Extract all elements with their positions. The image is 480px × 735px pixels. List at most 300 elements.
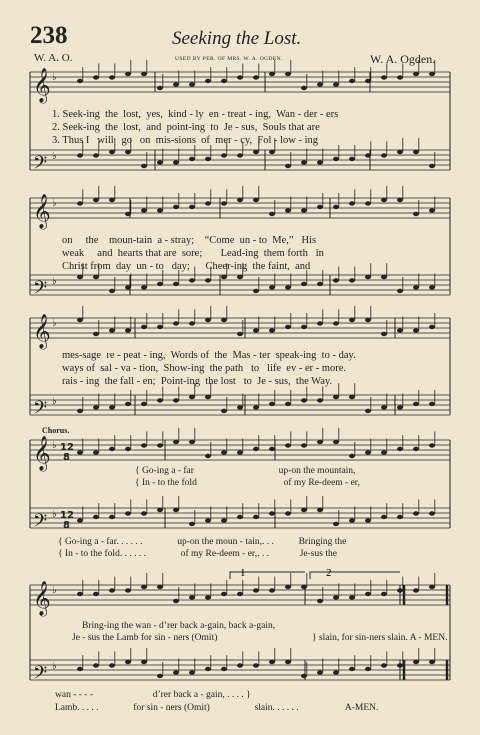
syllable: on <box>62 235 73 246</box>
notehead <box>317 508 323 512</box>
notehead <box>205 454 211 458</box>
notehead <box>157 398 163 402</box>
notehead <box>365 318 371 322</box>
notehead <box>141 660 147 664</box>
notehead <box>141 72 147 76</box>
syllable: the path <box>209 363 244 374</box>
notehead <box>205 157 211 161</box>
syllable: for <box>133 703 145 713</box>
notehead <box>125 285 131 289</box>
notehead <box>381 515 387 519</box>
notehead <box>109 447 115 451</box>
notehead <box>125 150 131 154</box>
music-credit: W. A. Ogden. <box>370 52 436 66</box>
syllable: un - to <box>136 261 164 272</box>
syllable: Words of <box>170 350 210 361</box>
notehead <box>109 75 115 79</box>
notehead <box>269 511 275 515</box>
notehead <box>253 198 259 202</box>
syllable: slain, for sin-ners slain. <box>318 633 408 643</box>
notehead <box>301 508 307 512</box>
syllable: up-on the moun - tain,. . . <box>177 537 274 547</box>
svg-text:12: 12 <box>60 442 74 453</box>
notehead <box>301 674 307 678</box>
notehead <box>285 164 291 168</box>
svg-text:𝄢: 𝄢 <box>33 511 48 536</box>
syllable: and <box>146 122 162 133</box>
notehead <box>397 328 403 332</box>
permission-note: USED BY PER. OF MRS. W. A. OGDEN. <box>175 56 283 62</box>
notehead <box>237 405 243 409</box>
notehead <box>237 450 243 454</box>
notehead <box>285 660 291 664</box>
notehead <box>221 275 227 279</box>
syllable: rais - ing <box>62 376 100 387</box>
notehead <box>173 205 179 209</box>
notehead <box>413 328 419 332</box>
notehead <box>77 79 83 83</box>
notehead <box>429 72 435 76</box>
notehead <box>317 282 323 286</box>
notehead <box>349 395 355 399</box>
syllable: yes, <box>146 109 163 120</box>
notehead <box>413 150 419 154</box>
notehead <box>349 667 355 671</box>
syllable: en - treat - ing, <box>208 109 272 120</box>
notehead <box>365 153 371 157</box>
svg-text:♭: ♭ <box>52 509 57 520</box>
notehead <box>397 588 403 592</box>
notehead <box>269 212 275 216</box>
notehead <box>269 150 275 154</box>
notehead <box>205 667 211 671</box>
notehead <box>317 160 323 164</box>
chorus-lower-line-1: { Go-ing a - far. . . . . . up-on the moun - tain,. . . Bringing the <box>58 537 347 547</box>
notehead <box>157 508 163 512</box>
notehead <box>93 592 99 596</box>
verse-2-line-1 <box>52 122 320 133</box>
notehead <box>397 515 403 519</box>
syllable: kind - ly <box>168 109 204 120</box>
syllable: them forth <box>263 248 308 259</box>
svg-text:♭: ♭ <box>52 72 57 83</box>
verse-2-line-3 <box>62 363 346 374</box>
notehead <box>109 663 115 667</box>
svg-text:𝄞: 𝄞 <box>33 581 51 616</box>
svg-text:♭: ♭ <box>52 151 57 162</box>
syllable: of my Re-deem - er,. . . <box>180 549 269 559</box>
syllable: Bringing the <box>298 537 347 547</box>
notehead <box>125 212 131 216</box>
notehead <box>333 82 339 86</box>
notehead <box>189 321 195 325</box>
notehead <box>413 402 419 406</box>
notehead <box>205 201 211 205</box>
notehead <box>173 599 179 603</box>
notehead <box>269 285 275 289</box>
notehead <box>397 150 403 154</box>
notehead <box>109 328 115 332</box>
notehead <box>413 285 419 289</box>
notehead <box>189 278 195 282</box>
svg-text:♭: ♭ <box>52 440 57 451</box>
notehead <box>429 285 435 289</box>
syllable: mis-sions <box>155 135 196 146</box>
notehead <box>333 440 339 444</box>
notehead <box>189 522 195 526</box>
notehead <box>253 588 259 592</box>
syllable: of <box>201 135 210 146</box>
verse-3-line-3 <box>62 376 332 387</box>
notehead <box>285 325 291 329</box>
notehead <box>365 409 371 413</box>
notehead <box>381 332 387 336</box>
notehead <box>285 72 291 76</box>
syllable: to <box>250 363 260 374</box>
syllable: His <box>301 235 317 246</box>
syllable: speak-ing <box>275 350 317 361</box>
hymn-number: 238 <box>30 22 68 49</box>
notehead <box>141 443 147 447</box>
notehead <box>333 595 339 599</box>
notehead <box>301 443 307 447</box>
syllable: A-MEN. <box>344 703 379 713</box>
syllable: Wan - der - ers <box>276 109 339 120</box>
syllable: the fall - en; <box>104 376 156 387</box>
syllable: a - stray; <box>157 235 195 246</box>
notehead <box>157 585 163 589</box>
notehead <box>221 153 227 157</box>
notehead <box>285 585 291 589</box>
final-upper-ending-2: } slain, for sin-ners slain. A - MEN. <box>312 633 448 643</box>
syllable: 3. Thus I <box>52 135 90 146</box>
syllable: Point-ing <box>160 376 200 387</box>
syllable: go <box>121 135 133 146</box>
svg-text:♭: ♭ <box>52 318 57 329</box>
verse-1-line-3 <box>62 350 356 361</box>
syllable: un - to <box>239 235 268 246</box>
verse-1-line-1 <box>52 109 338 120</box>
syllable: to <box>210 122 219 133</box>
notehead <box>93 198 99 202</box>
notehead <box>237 75 243 79</box>
notehead <box>349 278 355 282</box>
notehead <box>397 289 403 293</box>
notehead <box>93 405 99 409</box>
notehead <box>429 443 435 447</box>
notehead <box>77 201 83 205</box>
chorus-upper-line-2: { In - to the fold of my Re-deem - er, <box>135 478 360 488</box>
notehead <box>221 592 227 596</box>
syllable: and <box>97 248 113 259</box>
syllable: sore; <box>181 248 203 259</box>
notehead <box>285 402 291 406</box>
notehead <box>413 72 419 76</box>
ending-2-number: 2 <box>326 567 332 579</box>
notehead <box>109 198 115 202</box>
notehead <box>365 592 371 596</box>
syllable: wan - - - - <box>55 690 93 700</box>
notehead <box>141 285 147 289</box>
notehead <box>205 595 211 599</box>
notehead <box>77 450 83 454</box>
notehead <box>365 518 371 522</box>
syllable: moun-tain <box>108 235 153 246</box>
syllable: 2. Seek-ing <box>52 122 100 133</box>
syllable: ways of <box>62 363 95 374</box>
notehead <box>381 153 387 157</box>
notehead <box>381 275 387 279</box>
notehead <box>333 522 339 526</box>
notehead <box>189 440 195 444</box>
notehead <box>365 79 371 83</box>
syllable: In - to the fold <box>141 478 197 488</box>
notehead <box>269 328 275 332</box>
notehead <box>93 153 99 157</box>
notehead <box>237 663 243 667</box>
notehead <box>157 160 163 164</box>
svg-text:♭: ♭ <box>52 585 57 596</box>
syllable: Je-sus the <box>299 549 337 559</box>
notehead <box>333 670 339 674</box>
notehead <box>157 86 163 90</box>
chorus-lower-line-2: { In - to the fold. . . . . . of my Re-deem - er,. . . Je-sus the <box>58 549 337 559</box>
svg-text:♭: ♭ <box>52 198 57 209</box>
ending-1-number: 1 <box>240 567 246 579</box>
syllable: hearts that are <box>117 248 177 259</box>
notehead <box>205 395 211 399</box>
verse-3-line-1 <box>52 135 318 146</box>
final-lower-line-2 <box>55 703 378 713</box>
verse-3-line-2 <box>62 261 310 272</box>
notehead <box>429 164 435 168</box>
notehead <box>93 275 99 279</box>
syllable: A - MEN. <box>409 633 448 643</box>
notehead <box>365 201 371 205</box>
notehead <box>365 667 371 671</box>
notehead <box>349 157 355 161</box>
notehead <box>189 157 195 161</box>
notehead <box>173 282 179 286</box>
notehead <box>429 402 435 406</box>
notehead <box>141 164 147 168</box>
hymn-title: Seeking the Lost. <box>172 28 302 49</box>
words-credit: W. A. O. <box>34 52 73 64</box>
notehead <box>317 205 323 209</box>
notehead <box>397 405 403 409</box>
notehead <box>189 670 195 674</box>
syllable: Je - sus, <box>257 376 291 387</box>
notehead <box>125 588 131 592</box>
syllable: lost, <box>123 122 141 133</box>
notehead <box>173 440 179 444</box>
notehead <box>141 585 147 589</box>
syllable: Mas - ter <box>232 350 271 361</box>
notehead <box>125 72 131 76</box>
notehead <box>333 157 339 161</box>
notehead <box>125 511 131 515</box>
notehead <box>77 667 83 671</box>
syllable: on <box>139 135 151 146</box>
notehead <box>173 508 179 512</box>
notehead <box>77 592 83 596</box>
svg-text:♭: ♭ <box>52 661 57 672</box>
syllable: weak <box>62 248 85 259</box>
notehead <box>237 515 243 519</box>
notehead <box>381 592 387 596</box>
notehead <box>285 511 291 515</box>
notehead <box>253 328 259 332</box>
notehead <box>77 409 83 413</box>
notehead <box>157 325 163 329</box>
notehead <box>253 405 259 409</box>
notehead <box>189 205 195 209</box>
svg-text:𝄞: 𝄞 <box>33 68 51 103</box>
notehead <box>77 275 83 279</box>
notehead <box>397 447 403 451</box>
syllable: lost, <box>123 109 141 120</box>
chorus-label: Chorus. <box>42 426 70 435</box>
notehead <box>349 518 355 522</box>
notehead <box>333 278 339 282</box>
notehead <box>221 450 227 454</box>
verse-1-line-2 <box>62 235 316 246</box>
notehead <box>333 205 339 209</box>
notehead <box>189 595 195 599</box>
notehead <box>285 443 291 447</box>
notehead <box>285 285 291 289</box>
syllable: Souls that are <box>262 122 320 133</box>
notehead <box>429 585 435 589</box>
syllable: the faint, <box>252 261 290 272</box>
notehead <box>269 660 275 664</box>
notehead <box>253 150 259 154</box>
notehead <box>253 663 259 667</box>
notehead <box>109 515 115 519</box>
syllable: life <box>267 363 282 374</box>
notehead <box>237 332 243 336</box>
notehead <box>413 447 419 451</box>
syllable: slain. . . . . . <box>254 703 299 713</box>
syllable: Go-ing a - far <box>141 466 194 476</box>
notehead <box>93 663 99 667</box>
notehead <box>109 289 115 293</box>
notehead <box>397 75 403 79</box>
notehead <box>109 150 115 154</box>
notehead <box>317 398 323 402</box>
notehead <box>397 198 403 202</box>
notehead <box>317 599 323 603</box>
svg-text:𝄢: 𝄢 <box>33 663 48 688</box>
notehead <box>253 515 259 519</box>
syllable: of my Re-deem - er, <box>283 478 360 488</box>
notehead <box>237 592 243 596</box>
notehead <box>301 398 307 402</box>
notehead <box>381 75 387 79</box>
notehead <box>157 443 163 447</box>
syllable: will <box>97 135 114 146</box>
notehead <box>349 201 355 205</box>
syllable: “Come <box>204 235 235 246</box>
syllable: up-on the mountain, <box>278 466 356 476</box>
notehead <box>125 402 131 406</box>
notehead <box>77 153 83 157</box>
notehead <box>429 511 435 515</box>
svg-text:12: 12 <box>60 510 74 521</box>
notehead <box>269 447 275 451</box>
notehead <box>301 86 307 90</box>
final-lower-line-1: wan - - - - d’rer back a - gain, . . . . } <box>55 690 251 700</box>
notehead <box>157 282 163 286</box>
notehead <box>301 282 307 286</box>
syllable: re - peat - ing, <box>106 350 166 361</box>
svg-text:𝄞: 𝄞 <box>33 314 51 349</box>
svg-text:𝄢: 𝄢 <box>33 278 48 303</box>
notehead <box>317 82 323 86</box>
notehead <box>221 518 227 522</box>
notehead <box>205 318 211 322</box>
notehead <box>221 201 227 205</box>
notehead <box>301 160 307 164</box>
syllable: Fol - low - ing <box>257 135 319 146</box>
notehead <box>205 278 211 282</box>
syllable: the <box>105 122 118 133</box>
notehead <box>429 208 435 212</box>
syllable: Me,” <box>272 235 294 246</box>
notehead <box>381 450 387 454</box>
notehead <box>253 447 259 451</box>
verse-2-line-2 <box>62 248 324 259</box>
notehead <box>221 318 227 322</box>
notehead <box>141 208 147 212</box>
notehead <box>125 328 131 332</box>
notehead <box>93 450 99 454</box>
syllable: Lead-ing <box>220 248 259 259</box>
syllable: Lamb. . . . . <box>55 703 99 713</box>
svg-text:♭: ♭ <box>52 276 57 287</box>
syllable: the <box>85 235 99 246</box>
syllable: In - to the fold. . . . . . <box>64 549 146 559</box>
notehead <box>109 405 115 409</box>
syllable: day <box>115 261 132 272</box>
notehead <box>125 447 131 451</box>
notehead <box>317 670 323 674</box>
syllable: Cheer-ing <box>205 261 248 272</box>
notehead <box>237 275 243 279</box>
svg-text:𝄢: 𝄢 <box>33 398 48 423</box>
syllable: mes-sage <box>62 350 102 361</box>
notehead <box>77 318 83 322</box>
notehead <box>349 595 355 599</box>
notehead <box>349 79 355 83</box>
syllable: 1. Seek-ing <box>52 109 100 120</box>
notehead <box>189 395 195 399</box>
notehead <box>141 402 147 406</box>
notehead <box>157 208 163 212</box>
final-upper-line-2: Je - sus the Lamb for sin - ners (Omit) <box>72 633 218 643</box>
syllable: the <box>214 350 228 361</box>
notehead <box>93 75 99 79</box>
notehead <box>109 588 115 592</box>
syllable: point-ing <box>166 122 206 133</box>
notehead <box>381 663 387 667</box>
notehead <box>269 402 275 406</box>
svg-text:8: 8 <box>63 520 70 531</box>
notehead <box>141 511 147 515</box>
notehead <box>221 667 227 671</box>
syllable: sin - ners (Omit) <box>146 703 210 713</box>
notehead <box>381 405 387 409</box>
